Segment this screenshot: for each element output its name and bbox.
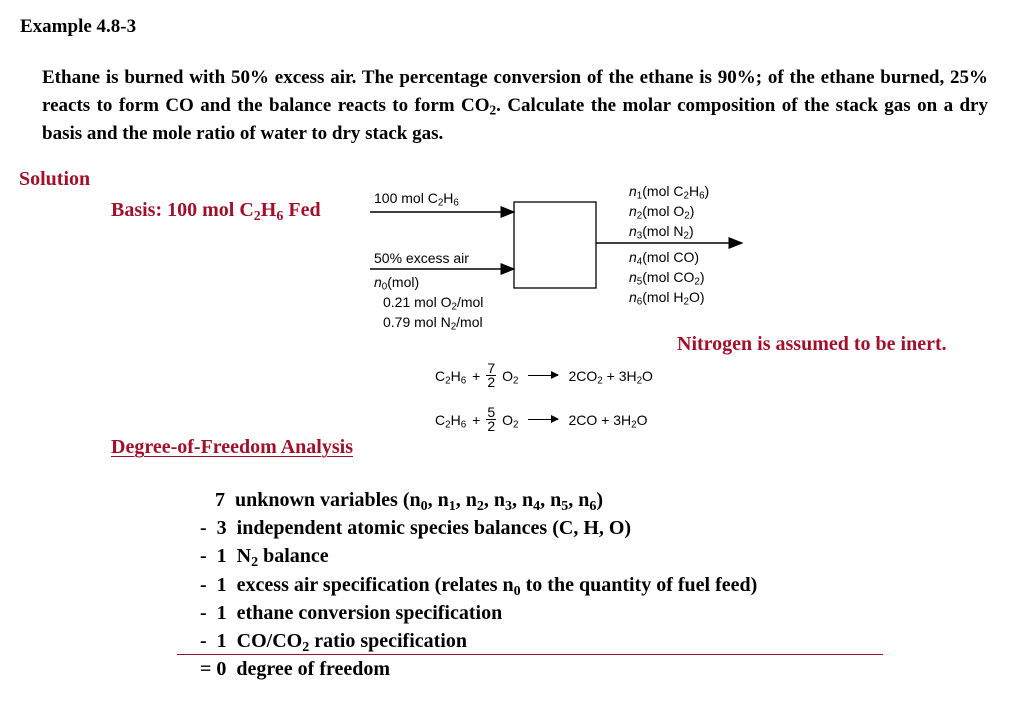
fraction: $\frac{5}{2}$ xyxy=(487,404,496,434)
reaction-2-reactant: $C_2H_6$ xyxy=(435,411,467,431)
dof-line-total: = 0 degree of freedom xyxy=(200,658,391,680)
product-n4: $n_4(mol$ CO) xyxy=(629,249,700,268)
reaction-1 xyxy=(435,362,653,389)
basis-statement: Basis: 100 mol $C_2H_6$ Fed xyxy=(111,199,321,224)
oxygen: $O_2$ xyxy=(502,411,519,431)
dof-line-conversion: - 1 ethane conversion specification xyxy=(200,602,503,624)
product-n2: $n_2(mol$ $O_2$) xyxy=(629,203,695,222)
feed-air-n0: $n_0(mol)$ xyxy=(374,274,420,293)
reaction-arrow xyxy=(528,419,558,420)
inert-note: Nitrogen is assumed to be inert. xyxy=(677,333,947,355)
product-n3: $n_3(mol$ $N_2$) xyxy=(629,223,694,242)
reaction-2 xyxy=(435,406,647,433)
dof-line-n2: - 1 $N_2$ balance xyxy=(200,545,329,570)
product-n1: $n_1(mol$ $C_2H_6$) xyxy=(629,183,710,202)
sum-rule xyxy=(177,654,883,655)
reaction-arrow xyxy=(528,375,558,376)
plus-sign: + xyxy=(472,411,481,428)
feed-ethane-label: 100 mol $C_2H_6$ xyxy=(374,190,459,209)
reaction-2-product: $2CO + 3H_2O$ xyxy=(568,411,648,431)
air-o2-fraction: 0.21 mol $O_2$/mol xyxy=(383,294,484,313)
reaction-1-reactant: $C_2H_6$ xyxy=(435,367,467,387)
product-n6: $n_6(mol$ $H_2O$) xyxy=(629,289,705,308)
solution-heading: Solution xyxy=(19,168,91,190)
reaction-1-product: $2CO_2 + 3H_2O$ xyxy=(568,367,653,387)
dof-heading: Degree-of-Freedom Analysis xyxy=(111,436,353,458)
problem-statement: Ethane is burned with 50% excess air. The percentage conversion of the ethane is 90%; of the ethane burned, 25% reacts to form CO and the balance reacts to form $CO_2$. Calculate the molar composition of the stack gas on a dry basis and the mole ratio of water to dry stack gas. xyxy=(42,67,988,144)
product-n5: $n_5(mol$ $CO_2$) xyxy=(629,269,705,288)
reactor-box xyxy=(514,202,596,288)
dof-line-unknowns: 7 unknown variables ($n_0$, $n_1$, $n_2$, $n_3$, $n_4$, $n_5$, $n_6$) xyxy=(200,489,604,514)
oxygen: $O_2$ xyxy=(502,367,519,387)
dof-line-co-ratio: - 1 $CO/CO_2$ ratio specification xyxy=(200,630,467,655)
dof-line-excess-air: - 1 excess air specification (relates $n_0$ to the quantity of fuel feed) xyxy=(200,574,758,599)
fraction: $\frac{7}{2}$ xyxy=(487,360,496,390)
example-title: Example 4.8-3 xyxy=(20,16,137,37)
feed-air-label: 50% excess air xyxy=(374,250,469,266)
dof-line-atomic: - 3 independent atomic species balances (C, H, O) xyxy=(200,517,632,539)
products-bottom-list xyxy=(629,247,705,307)
plus-sign: + xyxy=(472,367,481,384)
air-n2-fraction: 0.79 mol $N_2$/mol xyxy=(383,314,483,333)
products-top-list xyxy=(629,181,709,241)
